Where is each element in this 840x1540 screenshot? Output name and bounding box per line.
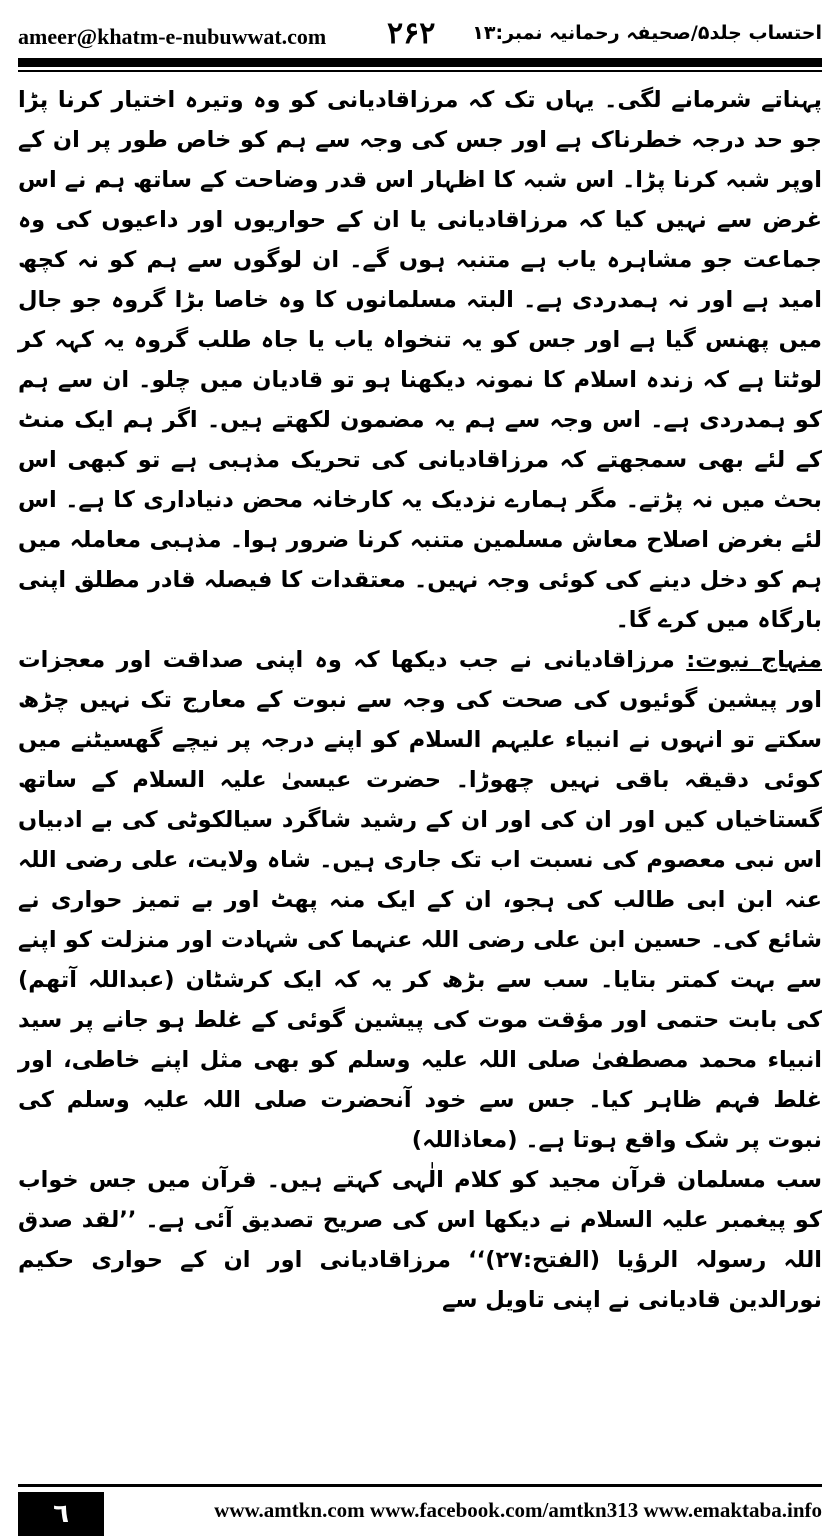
paragraph-2 (18, 640, 822, 1160)
page-header (18, 18, 822, 58)
header-page-number: ۲۶۲ (387, 16, 436, 51)
header-rule-thick (18, 58, 822, 67)
footer-rule (18, 1484, 822, 1487)
footer-links: www.amtkn.com www.facebook.com/amtkn313 www.emaktaba.info (214, 1498, 822, 1522)
header-email: ameer@khatm-e-nubuwwat.com (18, 24, 327, 49)
page-footer (18, 1484, 822, 1536)
body-text (18, 80, 822, 1320)
footer-page-number: ٦ (18, 1492, 104, 1536)
paragraph-3: سب مسلمان قرآن مجید کو کلام الٰہی کہتے ہیں۔ قرآن میں جس خواب کو پیغمبر علیہ السلام نے دیکھا اس کی صریح تصدیق آئی ہے۔ ’’لقد صدق اللہ رسولہ الرؤیا (الفتح:۲۷)‘‘ مرزاقادیانی اور ان کے حواری حکیم نورالدین قادیانی نے اپنی تاویل سے (18, 1167, 822, 1313)
header-book-title: احتساب جلد۵/صحیفہ رحمانیہ نمبر:۱۳ (472, 22, 822, 44)
header-rule-thin (18, 70, 822, 72)
section-heading: منہاج نبوت: (686, 647, 822, 673)
paragraph-1: پہناتے شرمانے لگی۔ یہاں تک کہ مرزاقادیانی کو وہ وتیرہ اختیار کرنا پڑا جو حد درجہ خطرناک ہے اور جس کی وجہ سے ہم کو خاص طور پر ان کے اوپر شبہ کرنا پڑا۔ اس شبہ کا اظہار اس قدر وضاحت کے ساتھ ہم نے اس غرض سے نہیں کیا کہ مرزاقادیانی یا ان کے حواریوں اور داعیوں کی وہ جماعت جو مشاہرہ یاب ہے متنبہ ہوں گے۔ ان لوگوں سے ہم کو نہ کچھ امید ہے اور نہ ہمدردی ہے۔ البتہ مسلمانوں کا وہ خاصا بڑا گروہ جو جال میں پھنس گیا ہے اور جس کو یہ تنخواہ یاب یا جاہ طلب گروہ یہ کہہ کر لوٹتا ہے کہ زندہ اسلام کا نمونہ دیکھنا ہو تو قادیان میں چلو۔ ان سے ہم کو ہمدردی ہے۔ اس وجہ سے ہم یہ مضمون لکھتے ہیں۔ اگر ہم ایک منٹ کے لئے بھی سمجھتے کہ مرزاقادیانی کی تحریک مذہبی ہے تو کبھی اس بحث میں نہ پڑتے۔ مگر ہمارے نزدیک یہ کارخانہ محض دنیاداری کا ہے۔ اس لئے بغرض اصلاح معاش مسلمین متنبہ کرنا ضرور ہوا۔ مذہبی معاملہ میں ہم کو دخل دینے کی کوئی وجہ نہیں۔ معتقدات کا فیصلہ قادر مطلق اپنی بارگاہ میں کرے گا۔ (18, 87, 822, 633)
paragraph-2-text: مرزاقادیانی نے جب دیکھا کہ وہ اپنی صداقت اور معجزات اور پیشین گوئیوں کی صحت کی وجہ سے نبوت کے معارج تک نہیں چڑھ سکتے تو انہوں نے انبیاء علیہم السلام کو اپنے درجہ پر نیچے گھسیٹنے میں کوئی دقیقہ باقی نہیں چھوڑا۔ حضرت عیسیٰ علیہ السلام کے ساتھ گستاخیاں کیں اور ان کی اور ان کے رشید شاگرد سیالکوٹی کی بے ادبیاں اس نبی معصوم کی نسبت اب تک جاری ہیں۔ شاہ ولایت، علی رضی اللہ عنہ ابن ابی طالب کی ہجو، ان کے ایک منہ پھٹ اور بے تمیز حواری نے شائع کی۔ حسین ابن علی رضی اللہ عنہما کی شہادت اور منزلت کو اپنے سے بہت کمتر بتایا۔ سب سے بڑھ کر یہ کہ ایک کرشٹان (عبداللہ آتھم) کی بابت حتمی اور مؤقت موت کی پیشین گوئی کے غلط ہو جانے پر سید انبیاء محمد مصطفیٰ صلی اللہ علیہ وسلم کو بھی مثل اپنے خاطی، اور غلط فہم ظاہر کیا۔ جس سے خود آنحضرت صلی اللہ علیہ وسلم کی نبوت پر شک واقع ہوتا ہے۔ (معاذاللہ) (18, 647, 822, 1153)
